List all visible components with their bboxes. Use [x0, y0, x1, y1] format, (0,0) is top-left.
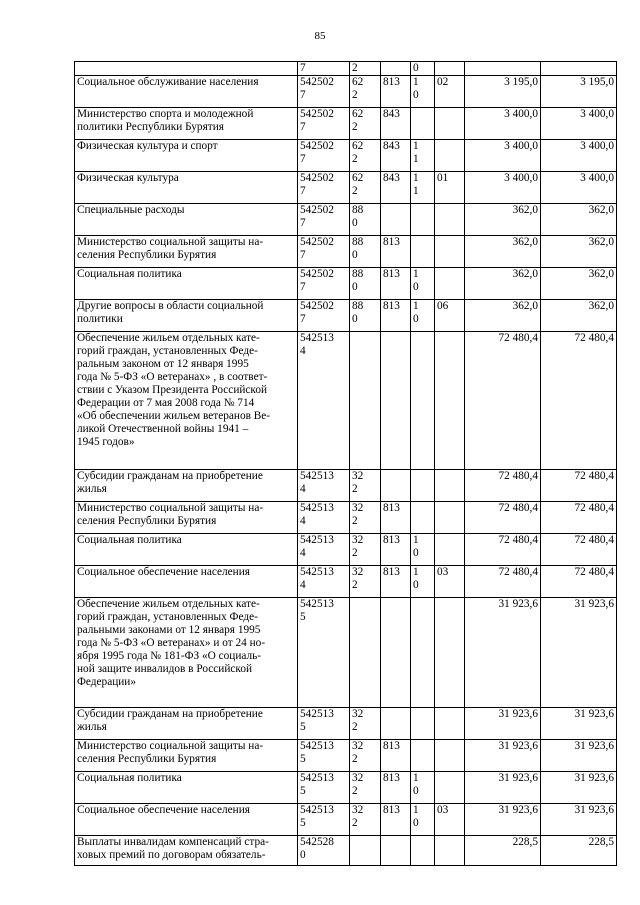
cell-name: Выплаты инвалидам компенсаций стра- ховых премий по договорам обязатель- [75, 836, 298, 866]
cell-name [75, 62, 298, 76]
cell-c3 [381, 470, 411, 502]
cell-name: Обеспечение жильем отдельных кате- горий граждан, установленных Феде- ральным законом от 12 января 1995 года № 5-ФЗ «О ветеранах» , в соответ- ствии с Указом Президента Российской Федерации от 7 мая 2008 года № 714 «Об обеспечении жильем ветеранов Ве- ликой Отечественной войны 1941 – 1945 годов» [75, 332, 298, 470]
cell-c5 [435, 108, 465, 140]
cell-code: 542502 7 [298, 300, 350, 332]
cell-c5 [435, 772, 465, 804]
cell-v1: 3 400,0 [465, 172, 541, 204]
cell-c2: 32 2 [350, 534, 381, 566]
cell-v2: 31 923,6 [541, 598, 617, 708]
cell-code: 542502 7 [298, 108, 350, 140]
cell-v2: 72 480,4 [541, 470, 617, 502]
cell-c4: 0 [411, 62, 435, 76]
cell-c4 [411, 332, 435, 470]
cell-v1: 3 400,0 [465, 140, 541, 172]
table-row [75, 300, 617, 332]
table-row [75, 772, 617, 804]
cell-c5 [435, 332, 465, 470]
cell-v1: 72 480,4 [465, 332, 541, 470]
cell-c2: 32 2 [350, 772, 381, 804]
cell-v2: 228,5 [541, 836, 617, 866]
cell-v2 [541, 62, 617, 76]
table-row [75, 470, 617, 502]
cell-v2: 31 923,6 [541, 740, 617, 772]
cell-c3: 813 [381, 268, 411, 300]
cell-c5: 06 [435, 300, 465, 332]
cell-c2: 88 0 [350, 268, 381, 300]
cell-c3: 813 [381, 300, 411, 332]
cell-c4: 1 1 [411, 172, 435, 204]
cell-c2: 88 0 [350, 236, 381, 268]
page-number: 85 [314, 30, 326, 42]
cell-c2: 32 2 [350, 708, 381, 740]
cell-name: Социальное обеспечение населения [75, 566, 298, 598]
cell-v1: 362,0 [465, 300, 541, 332]
table-row [75, 598, 617, 708]
cell-c4: 1 0 [411, 300, 435, 332]
cell-code: 542513 5 [298, 708, 350, 740]
cell-v1: 362,0 [465, 236, 541, 268]
table-row [75, 708, 617, 740]
cell-code: 542502 7 [298, 236, 350, 268]
table-row [75, 332, 617, 470]
cell-v2: 3 400,0 [541, 172, 617, 204]
cell-code: 542502 7 [298, 172, 350, 204]
cell-name: Субсидии гражданам на приобретение жилья [75, 708, 298, 740]
table-row [75, 804, 617, 836]
cell-c3: 813 [381, 740, 411, 772]
cell-v1 [465, 62, 541, 76]
cell-c2: 32 2 [350, 804, 381, 836]
cell-v2: 31 923,6 [541, 772, 617, 804]
cell-c2: 32 2 [350, 470, 381, 502]
cell-c3: 813 [381, 534, 411, 566]
cell-code: 542513 4 [298, 566, 350, 598]
cell-c2: 62 2 [350, 76, 381, 108]
cell-code: 542513 4 [298, 502, 350, 534]
cell-c5 [435, 140, 465, 172]
cell-c4: 1 0 [411, 268, 435, 300]
cell-v2: 3 400,0 [541, 108, 617, 140]
cell-c4: 1 0 [411, 804, 435, 836]
cell-v1: 72 480,4 [465, 470, 541, 502]
cell-c3: 813 [381, 772, 411, 804]
cell-c5 [435, 740, 465, 772]
cell-name: Социальное обслуживание населения [75, 76, 298, 108]
cell-code: 542513 4 [298, 534, 350, 566]
cell-name: Другие вопросы в области социальной политики [75, 300, 298, 332]
cell-v1: 31 923,6 [465, 804, 541, 836]
cell-v1: 362,0 [465, 204, 541, 236]
cell-c3: 813 [381, 566, 411, 598]
cell-name: Субсидии гражданам на приобретение жилья [75, 470, 298, 502]
cell-v2: 72 480,4 [541, 534, 617, 566]
cell-c4 [411, 502, 435, 534]
table-row [75, 534, 617, 566]
cell-c4: 1 1 [411, 140, 435, 172]
cell-name: Физическая культура [75, 172, 298, 204]
table-row [75, 268, 617, 300]
cell-v2: 72 480,4 [541, 332, 617, 470]
cell-c4: 1 0 [411, 76, 435, 108]
cell-c2: 62 2 [350, 172, 381, 204]
cell-v1: 31 923,6 [465, 598, 541, 708]
cell-c3 [381, 598, 411, 708]
cell-v1: 31 923,6 [465, 708, 541, 740]
cell-c5: 01 [435, 172, 465, 204]
cell-c4 [411, 836, 435, 866]
cell-name: Социальная политика [75, 534, 298, 566]
cell-code: 542502 7 [298, 204, 350, 236]
cell-c2: 88 0 [350, 300, 381, 332]
cell-c3: 813 [381, 76, 411, 108]
table-row [75, 236, 617, 268]
cell-c5 [435, 598, 465, 708]
cell-c5 [435, 62, 465, 76]
cell-c2: 62 2 [350, 108, 381, 140]
cell-name: Социальная политика [75, 772, 298, 804]
cell-c4 [411, 236, 435, 268]
cell-c5 [435, 708, 465, 740]
table-row [75, 502, 617, 534]
cell-v1: 72 480,4 [465, 566, 541, 598]
cell-v2: 362,0 [541, 236, 617, 268]
cell-code: 542502 7 [298, 76, 350, 108]
cell-c2: 88 0 [350, 204, 381, 236]
cell-code: 542528 0 [298, 836, 350, 866]
cell-c4 [411, 598, 435, 708]
cell-c3: 843 [381, 108, 411, 140]
cell-c3 [381, 708, 411, 740]
cell-c2: 32 2 [350, 566, 381, 598]
cell-name: Обеспечение жильем отдельных кате- горий граждан, установленных Феде- ральными законами от 12 января 1995 года № 5-ФЗ «О ветеранах» и от 24 но- ября 1995 года № 181-ФЗ «О социаль- ной защите инвалидов в Российской Федерации» [75, 598, 298, 708]
table-row [75, 76, 617, 108]
cell-c5 [435, 534, 465, 566]
cell-c2 [350, 598, 381, 708]
cell-c3: 843 [381, 172, 411, 204]
cell-name: Министерство социальной защиты на- селения Республики Бурятия [75, 502, 298, 534]
cell-c2: 62 2 [350, 140, 381, 172]
cell-c5 [435, 470, 465, 502]
cell-c4 [411, 470, 435, 502]
cell-c2: 32 2 [350, 502, 381, 534]
cell-c5 [435, 204, 465, 236]
cell-v1: 72 480,4 [465, 502, 541, 534]
cell-name: Социальное обеспечение населения [75, 804, 298, 836]
cell-c3: 813 [381, 804, 411, 836]
cell-c5: 03 [435, 804, 465, 836]
table-row [75, 566, 617, 598]
cell-c2 [350, 836, 381, 866]
cell-c2: 32 2 [350, 740, 381, 772]
cell-v2: 3 400,0 [541, 140, 617, 172]
cell-code: 542513 5 [298, 804, 350, 836]
table-row [75, 204, 617, 236]
cell-c4 [411, 740, 435, 772]
cell-v1: 72 480,4 [465, 534, 541, 566]
cell-v2: 3 195,0 [541, 76, 617, 108]
cell-c3 [381, 836, 411, 866]
cell-v2: 362,0 [541, 268, 617, 300]
cell-c5: 02 [435, 76, 465, 108]
cell-v1: 228,5 [465, 836, 541, 866]
cell-code: 542513 5 [298, 598, 350, 708]
cell-name: Физическая культура и спорт [75, 140, 298, 172]
table-row [75, 740, 617, 772]
cell-c3 [381, 204, 411, 236]
cell-c5 [435, 836, 465, 866]
cell-v2: 72 480,4 [541, 502, 617, 534]
cell-code: 7 [298, 62, 350, 76]
cell-name: Министерство социальной защиты на- селения Республики Бурятия [75, 740, 298, 772]
cell-c4: 1 0 [411, 534, 435, 566]
table-row [75, 172, 617, 204]
cell-v2: 362,0 [541, 300, 617, 332]
cell-code: 542513 4 [298, 470, 350, 502]
cell-c4: 1 0 [411, 566, 435, 598]
cell-c5 [435, 236, 465, 268]
table-row [75, 62, 617, 76]
cell-c3: 813 [381, 502, 411, 534]
cell-code: 542513 4 [298, 332, 350, 470]
cell-code: 542513 5 [298, 772, 350, 804]
cell-c3: 843 [381, 140, 411, 172]
table-row [75, 836, 617, 866]
cell-c2 [350, 332, 381, 470]
cell-v1: 31 923,6 [465, 772, 541, 804]
cell-c4: 1 0 [411, 772, 435, 804]
cell-c5 [435, 268, 465, 300]
cell-c2: 2 [350, 62, 381, 76]
cell-name: Специальные расходы [75, 204, 298, 236]
cell-v2: 31 923,6 [541, 804, 617, 836]
cell-v1: 31 923,6 [465, 740, 541, 772]
cell-c3 [381, 62, 411, 76]
cell-code: 542513 5 [298, 740, 350, 772]
cell-c3: 813 [381, 236, 411, 268]
table-row [75, 108, 617, 140]
cell-c4 [411, 708, 435, 740]
budget-table [74, 61, 617, 866]
cell-c5: 03 [435, 566, 465, 598]
cell-c4 [411, 108, 435, 140]
cell-c3 [381, 332, 411, 470]
cell-v2: 31 923,6 [541, 708, 617, 740]
cell-c5 [435, 502, 465, 534]
cell-code: 542502 7 [298, 140, 350, 172]
cell-v1: 3 195,0 [465, 76, 541, 108]
cell-v1: 3 400,0 [465, 108, 541, 140]
cell-name: Министерство социальной защиты на- селения Республики Бурятия [75, 236, 298, 268]
table-row [75, 140, 617, 172]
cell-v1: 362,0 [465, 268, 541, 300]
cell-v2: 72 480,4 [541, 566, 617, 598]
cell-v2: 362,0 [541, 204, 617, 236]
cell-name: Министерство спорта и молодежной политики Республики Бурятия [75, 108, 298, 140]
cell-code: 542502 7 [298, 268, 350, 300]
cell-name: Социальная политика [75, 268, 298, 300]
cell-c4 [411, 204, 435, 236]
